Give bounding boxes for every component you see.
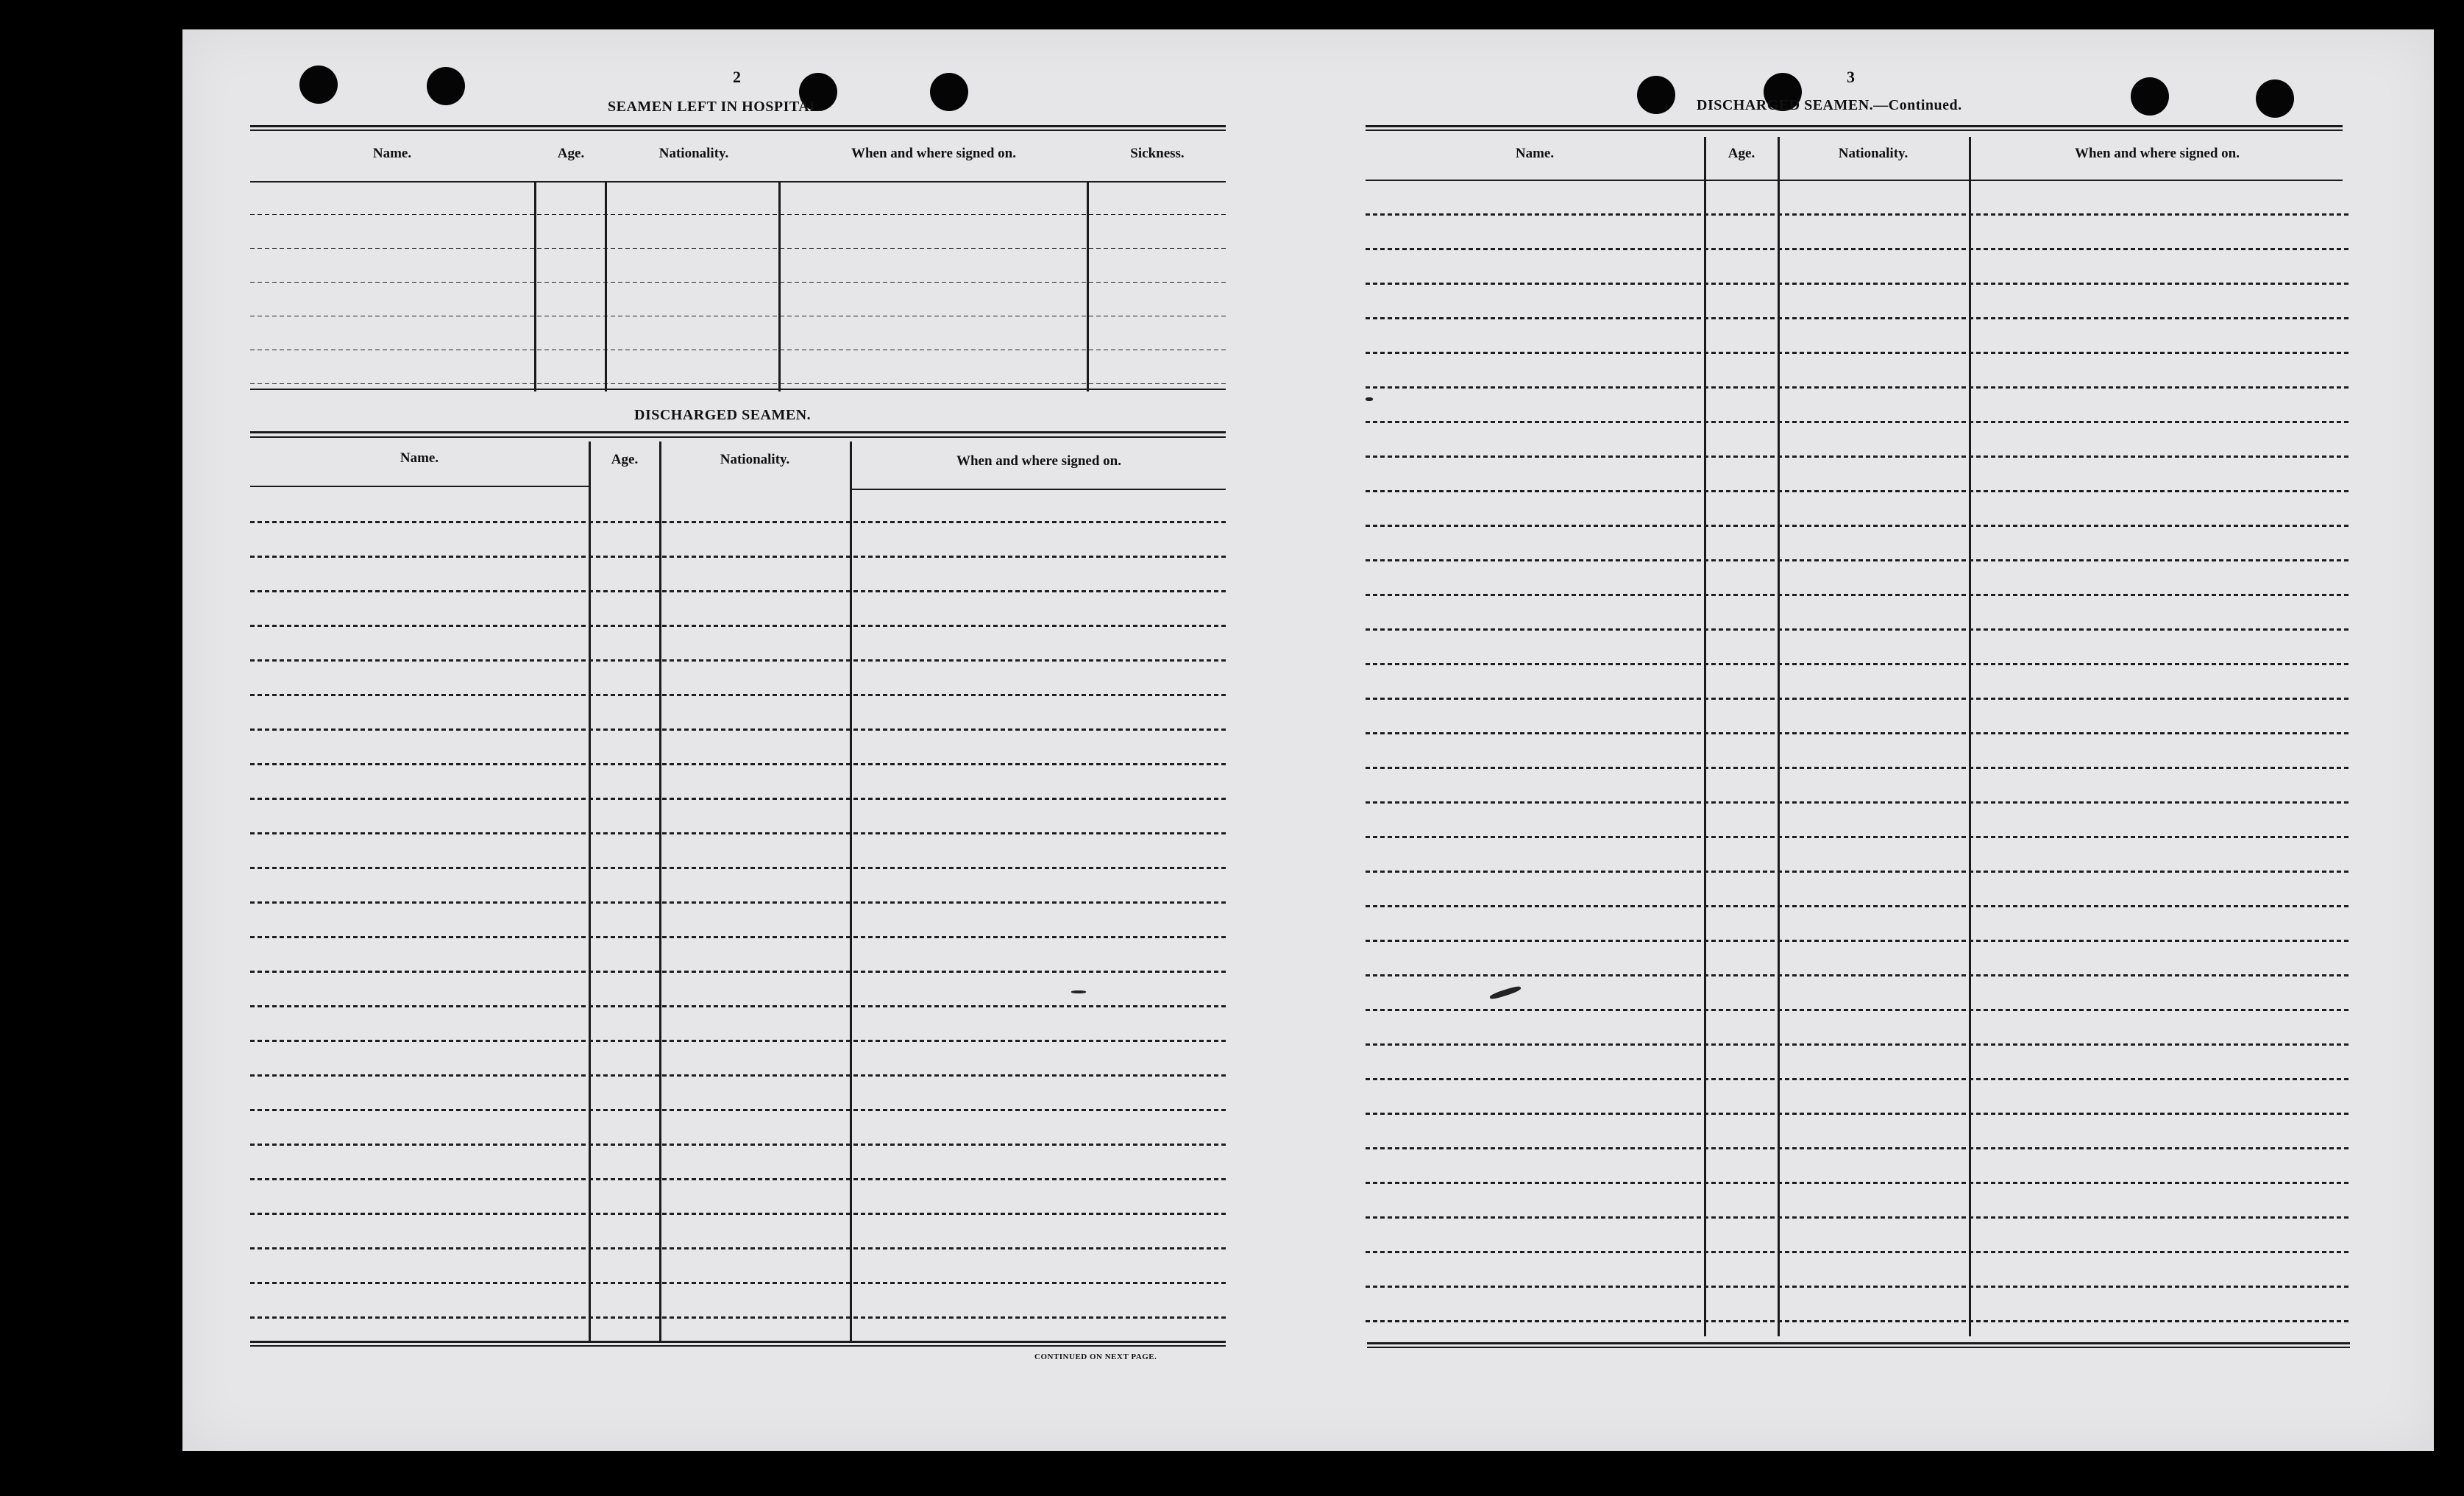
right-bottom-rule-2 <box>1367 1347 2350 1348</box>
ink-mark <box>1071 990 1086 993</box>
hospital-table-bottom-rule <box>250 389 1226 390</box>
punch-hole <box>2131 77 2169 116</box>
hospital-section-title: SEAMEN LEFT IN HOSPITAL. <box>608 99 824 115</box>
hospital-col-sickness: Sickness. <box>1130 146 1185 161</box>
paper-tear <box>1126 0 1273 29</box>
punch-hole <box>2256 79 2294 118</box>
discharged-col-age: Age. <box>611 452 639 467</box>
hospital-col-age: Age. <box>557 146 585 161</box>
right-col-signed-on: When and where signed on. <box>2074 146 2240 161</box>
hospital-col-nationality: Nationality. <box>658 146 729 161</box>
right-entry-rows[interactable] <box>1366 181 2348 1336</box>
discharged-col-divider <box>850 442 852 1341</box>
hospital-col-divider <box>605 182 607 391</box>
hospital-col-divider <box>1087 182 1089 391</box>
hospital-table-top-rule-2 <box>250 130 1226 131</box>
hospital-table-top-rule <box>250 125 1226 127</box>
hospital-col-divider <box>778 182 781 391</box>
hospital-col-name: Name. <box>372 146 412 161</box>
right-table-top-rule-2 <box>1366 130 2343 131</box>
ink-mark <box>1366 397 1373 401</box>
punch-hole <box>299 65 338 104</box>
discharged-top-rule-2 <box>250 436 1226 438</box>
right-col-name: Name. <box>1515 146 1555 161</box>
right-col-age: Age. <box>1728 146 1755 161</box>
discharged-col-name: Name. <box>400 450 439 466</box>
discharged-col-divider <box>659 442 661 1341</box>
right-table-top-rule <box>1366 125 2343 127</box>
punch-hole <box>930 73 968 111</box>
discharged-entry-rows[interactable] <box>250 489 1226 1342</box>
right-col-divider <box>1704 137 1706 1336</box>
right-bottom-rule <box>1367 1342 2350 1344</box>
punch-hole <box>1637 76 1675 114</box>
hospital-col-signed-on: When and where signed on. <box>851 146 1016 161</box>
discharged-bottom-rule-2 <box>250 1345 1226 1347</box>
discharged-col-divider <box>589 442 591 1341</box>
page-number-right: 3 <box>1847 68 1855 86</box>
hospital-entry-rows[interactable] <box>250 182 1226 390</box>
continued-note: CONTINUED ON NEXT PAGE. <box>1034 1353 1157 1361</box>
discharged-col-signed-on: When and where signed on. <box>956 453 1121 469</box>
hospital-col-divider <box>534 182 536 391</box>
punch-hole <box>427 67 465 105</box>
discharged-continued-title: DISCHARGED SEAMEN.—Continued. <box>1697 97 1962 113</box>
discharged-header-rule-name <box>250 486 589 487</box>
right-col-divider <box>1778 137 1780 1336</box>
discharged-section-title: DISCHARGED SEAMEN. <box>634 407 812 423</box>
discharged-col-nationality: Nationality. <box>720 452 790 467</box>
right-col-divider <box>1969 137 1971 1336</box>
discharged-top-rule <box>250 431 1226 433</box>
discharged-bottom-rule <box>250 1341 1226 1343</box>
page-number-left: 2 <box>733 68 741 86</box>
paper-tear <box>1354 0 1501 28</box>
right-col-nationality: Nationality. <box>1838 146 1909 161</box>
